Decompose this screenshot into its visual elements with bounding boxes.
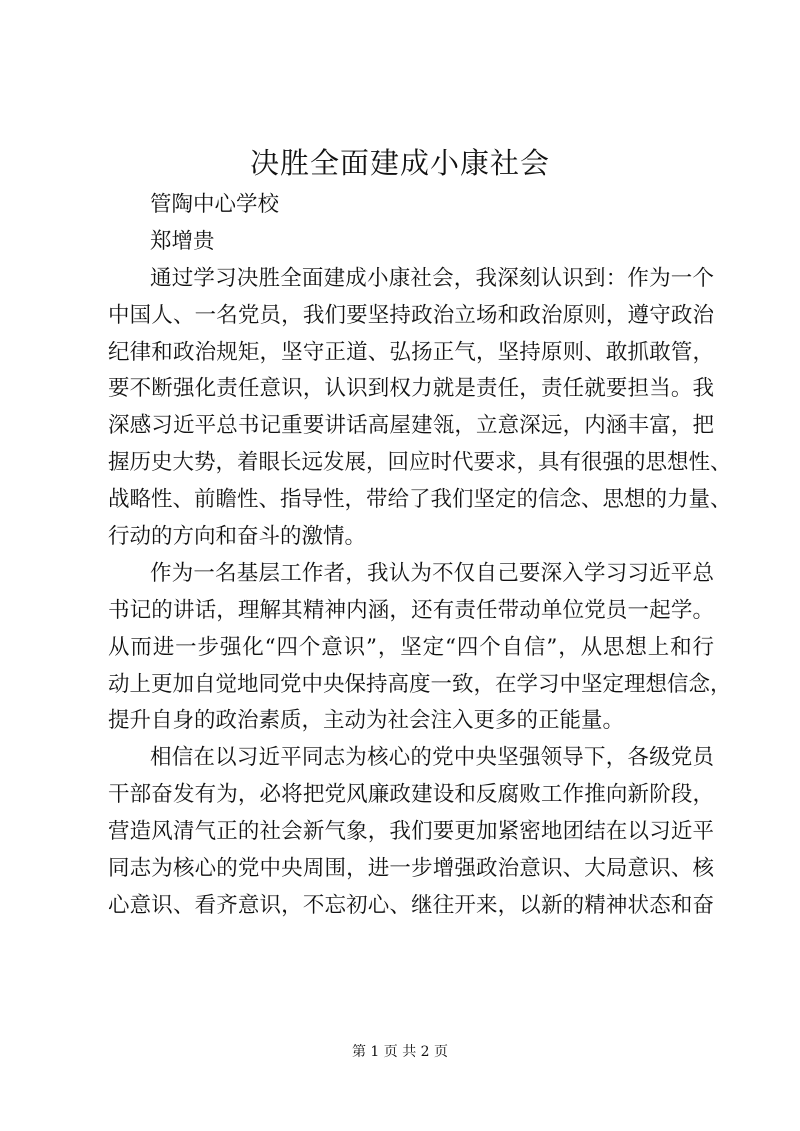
paragraph-1 [108, 261, 732, 556]
page-footer: 第 1 页 共 2 页 [351, 1044, 449, 1060]
paragraph-line: 握历史大势，着眼长远发展，回应时代要求，具有很强的思想性、 [108, 450, 732, 476]
document-title: 决胜全面建成小康社会 [249, 146, 550, 180]
paragraph-line: 从而进一步强化“四个意识”，坚定“四个自信”，从思想上和行 [108, 634, 714, 660]
paragraph-line: 中国人、一名党员，我们要坚持政治立场和政治原则，遵守政治 [108, 302, 714, 328]
paragraph-line: 提升自身的政治素质，主动为社会注入更多的正能量。 [108, 708, 625, 734]
paragraph-line: 纪律和政治规矩，坚守正道、弘扬正气，坚持原则、敢抓敢管， [108, 339, 714, 365]
paragraph-line: 通过学习决胜全面建成小康社会，我深刻认识到：作为一个 [150, 265, 714, 291]
paragraph-line: 深感习近平总书记重要讲话高屋建瓴，立意深远，内涵丰富，把 [108, 413, 714, 439]
paragraph-line: 干部奋发有为，必将把党风廉政建设和反腐败工作推向新阶段， [108, 782, 714, 808]
paragraph-line: 行动的方向和奋斗的激情。 [108, 524, 367, 550]
paragraph-3 [108, 740, 714, 924]
paragraph-line: 同志为核心的党中央周围，进一步增强政治意识、大局意识、核 [108, 856, 714, 882]
paragraph-line: 相信在以习近平同志为核心的党中央坚强领导下，各级党员 [150, 745, 714, 771]
paragraph-line: 营造风清气正的社会新气象，我们要更加紧密地团结在以习近平 [108, 819, 714, 845]
document-body [108, 187, 732, 925]
paragraph-line: 心意识、看齐意识，不忘初心、继往开来，以新的精神状态和奋 [108, 892, 714, 918]
school-name: 管陶中心学校 [150, 192, 280, 217]
paragraph-line: 要不断强化责任意识，认识到权力就是责任，责任就要担当。我 [108, 376, 714, 402]
author-name: 郑增贵 [150, 228, 215, 254]
paragraph-line: 书记的讲话，理解其精神内涵，还有责任带动单位党员一起学。 [108, 597, 714, 623]
paragraph-line: 战略性、前瞻性、指导性，带给了我们坚定的信念、思想的力量、 [108, 487, 732, 513]
paragraph-line: 作为一名基层工作者，我认为不仅自己要深入学习习近平总 [150, 560, 714, 586]
paragraph-line: 动上更加自觉地同党中央保持高度一致，在学习中坚定理想信念， [108, 671, 732, 697]
paragraph-2 [108, 556, 732, 740]
